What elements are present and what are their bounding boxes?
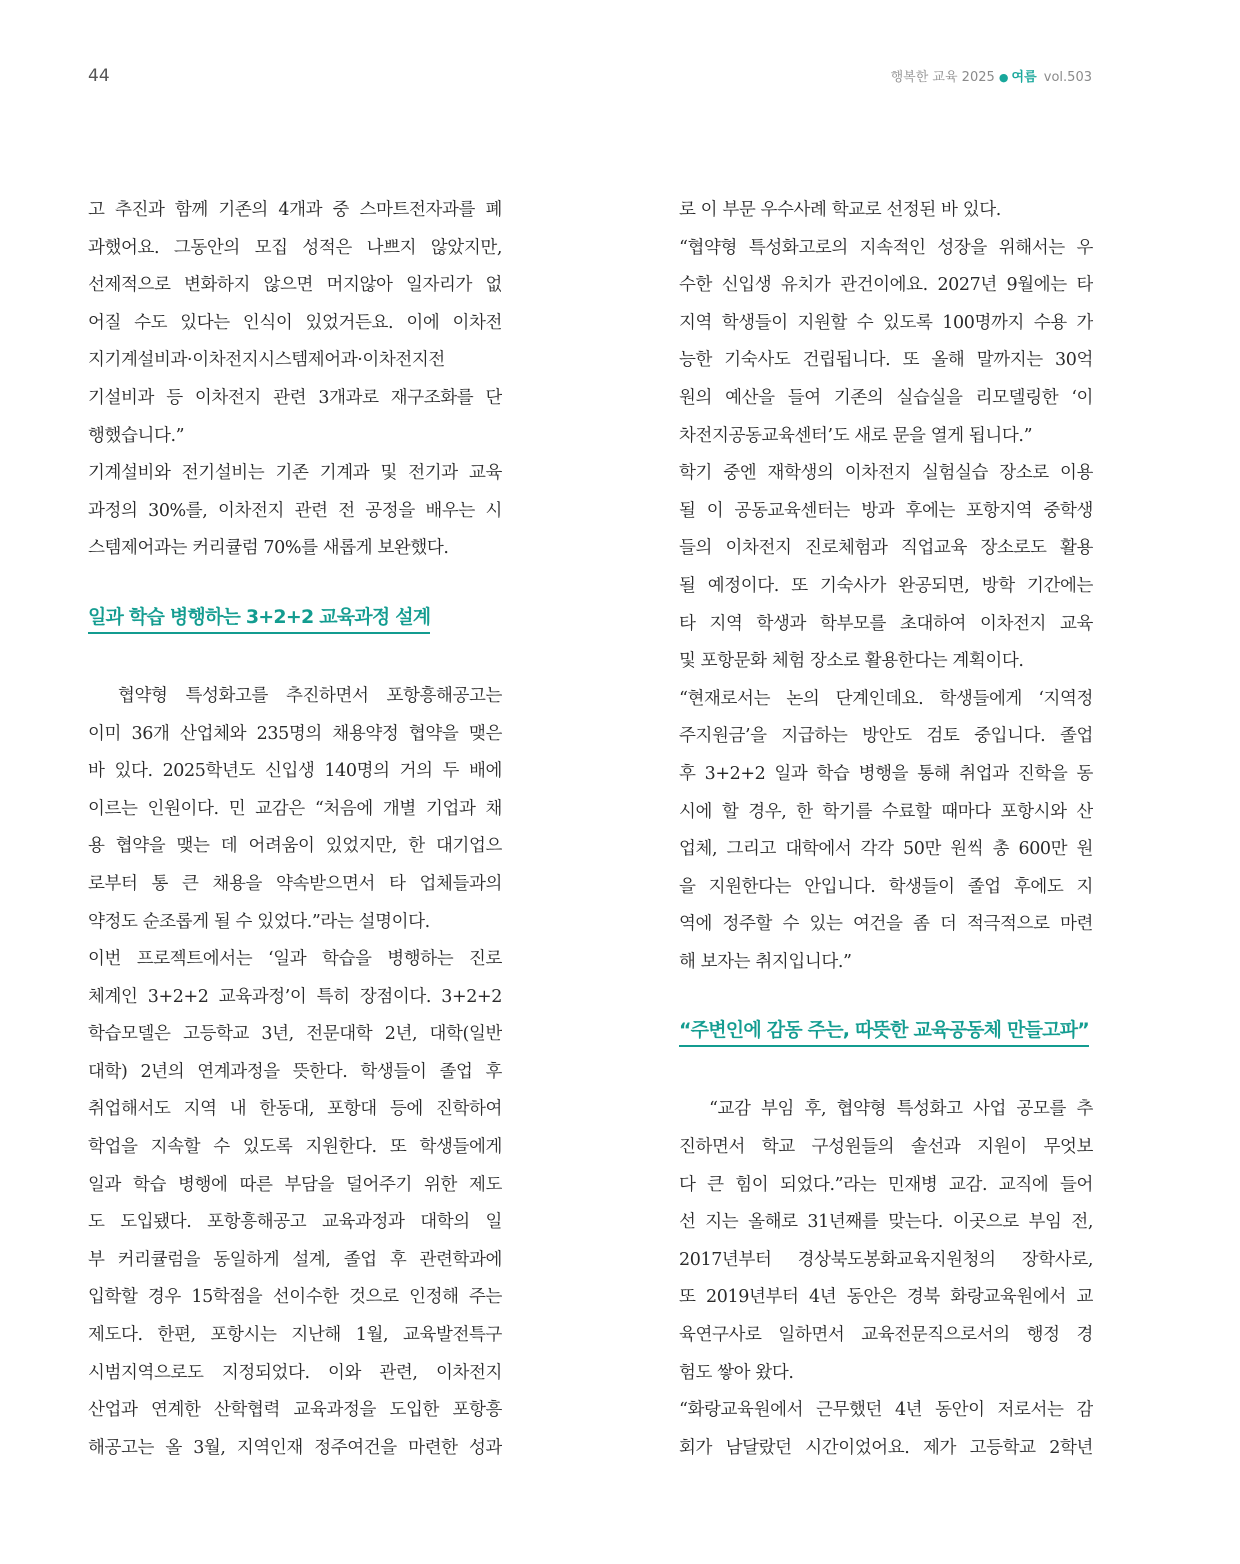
paragraph [679,1091,1093,1392]
right-column [679,192,1093,1467]
text-line: 취업해서도 지역 내 한동대, 포항대 등에 진학하여 [88,1099,502,1120]
text-line: 학업을 지속할 수 있도록 지원한다. 또 학생들에게 [88,1137,502,1158]
paragraph [679,455,1093,681]
section-heading: 일과 학습 병행하는 3+2+2 교육과정 설계 [88,602,430,634]
text-line: 회가 남달랐던 시간이었어요. 제가 고등학교 2학년 [679,1437,1093,1458]
text-line: 협약형 특성화고를 추진하면서 포항흥해공고는 [118,685,502,706]
text-line: 타 지역 학생과 학부모를 초대하여 이차전지 교육 [679,613,1093,634]
text-line: 기계설비와 전기설비는 기존 기계과 및 전기과 교육 [88,463,502,484]
text-line: “현재로서는 논의 단계인데요. 학생들에게 ‘지역정 [679,688,1093,709]
text-line: 대학) 2년의 연계과정을 뜻한다. 학생들이 졸업 후 [88,1061,502,1082]
text-line: 학습모델은 고등학교 3년, 전문대학 2년, 대학(일반 [88,1024,502,1045]
text-line: 후 3+2+2 일과 학습 병행을 통해 취업과 진학을 동 [679,763,1093,784]
text-line: 이번 프로젝트에서는 ‘일과 학습을 병행하는 진로 [88,949,502,970]
text-line: 해 보자는 취지입니다.” [679,951,852,972]
text-line: 차전지공동교육센터’도 새로 문을 열게 됩니다.” [679,425,1033,446]
text-line: 지기계설비과·이차전지시스템제어과·이차전지전 [88,350,445,371]
text-line: 및 포항문화 체험 장소로 활용한다는 계획이다. [679,651,1024,672]
volume-label: vol.503 [1043,70,1092,85]
section-heading: “주변인에 감동 주는, 따뜻한 교육공동체 만들고파” [679,1015,1089,1047]
text-line: 체계인 3+2+2 교육과정’이 특히 장점이다. 3+2+2 [88,986,502,1007]
text-line: 험도 쌓아 왔다. [679,1362,794,1383]
text-line: 로 이 부문 우수사례 학교로 선정된 바 있다. [679,200,1001,220]
text-line: 될 이 공동교육센터는 방과 후에는 포항지역 중학생 [679,500,1093,521]
paragraph [88,455,502,568]
text-line: 시에 할 경우, 한 학기를 수료할 때마다 포항시와 산 [679,801,1093,822]
bullet-icon: ● [998,71,1009,84]
text-line: 과정의 30%를, 이차전지 관련 전 공정을 배우는 시 [88,500,502,521]
text-line: 약정도 순조롭게 될 수 있었다.”라는 설명이다. [88,911,430,932]
text-line: “교감 부임 후, 협약형 특성화고 사업 공모를 추 [709,1099,1093,1120]
paragraph [679,681,1093,982]
text-line: 선 지는 올해로 31년째를 맞는다. 이곳으로 부임 전, [679,1212,1093,1233]
text-line: “협약형 특성화고로의 지속적인 성장을 위해서는 우 [679,237,1093,258]
text-line: 다 큰 힘이 되었다.”라는 민재병 교감. 교직에 들어 [679,1174,1093,1195]
text-line: 들의 이차전지 진로체험과 직업교육 장소로도 활용 [679,538,1093,559]
text-line: 주지원금’을 지급하는 방안도 검토 중입니다. 졸업 [679,726,1093,747]
text-line: 이르는 인원이다. 민 교감은 “처음에 개별 기업과 채 [88,798,502,819]
text-line: 2017년부터 경상북도봉화교육지원청의 장학사로, [679,1249,1093,1270]
text-line: 학기 중엔 재학생의 이차전지 실험실습 장소로 이용 [679,463,1093,484]
text-line: 도 도입됐다. 포항흥해공고 교육과정과 대학의 일 [88,1212,502,1233]
paragraph [679,230,1093,456]
text-line: 이미 36개 산업체와 235명의 채용약정 협약을 맺은 [88,723,502,744]
paragraph [88,678,502,941]
text-line: 용 협약을 맺는 데 어려움이 있었지만, 한 대기업으 [88,836,502,857]
text-line: 또 2019년부터 4년 동안은 경북 화랑교육원에서 교 [679,1287,1093,1308]
text-line: 육연구사로 일하면서 교육전문직으로서의 행정 경 [679,1325,1093,1346]
text-line: 능한 기숙사도 건립됩니다. 또 올해 말까지는 30억 [679,350,1093,371]
text-line: 제도다. 한편, 포항시는 지난해 1월, 교육발전특구 [88,1325,502,1346]
text-line: 진하면서 학교 구성원들의 솔선과 지원이 무엇보 [679,1137,1093,1158]
text-line: 바 있다. 2025학년도 신입생 140명의 거의 두 배에 [88,761,502,782]
text-line: 입학할 경우 15학점을 선이수한 것으로 인정해 주는 [88,1287,502,1308]
season-label: 여름 [1011,70,1037,85]
magazine-title: 행복한 교육 2025 [890,70,995,85]
text-line: 해공고는 올 3월, 지역인재 정주여건을 마련한 성과 [88,1437,502,1458]
text-line: 지역 학생들이 지원할 수 있도록 100명까지 수용 가 [679,312,1093,333]
text-line: 일과 학습 병행에 따른 부담을 덜어주기 위한 제도 [88,1174,502,1195]
text-line: 수한 신입생 유치가 관건이에요. 2027년 9월에는 타 [679,275,1093,296]
text-line: 고 추진과 함께 기존의 4개과 중 스마트전자과를 폐 [88,200,502,220]
paragraph [679,1392,1093,1467]
left-column [88,192,502,1467]
text-line: 기설비과 등 이차전지 관련 3개과로 재구조화를 단 [88,387,502,408]
text-line: 부 커리큘럼을 동일하게 설계, 졸업 후 관련학과에 [88,1249,502,1270]
paragraph [88,192,502,455]
text-line: 업체, 그리고 대학에서 각각 50만 원씩 총 600만 원 [679,839,1093,860]
text-line: 역에 정주할 수 있는 여건을 좀 더 적극적으로 마련 [679,914,1093,935]
text-line: 산업과 연계한 산학협력 교육과정을 도입한 포항흥 [88,1400,502,1421]
text-line: 을 지원한다는 안입니다. 학생들이 졸업 후에도 지 [679,876,1093,897]
page-number: 44 [88,66,110,86]
text-line: 과했어요. 그동안의 모집 성적은 나쁘지 않았지만, [88,237,502,258]
text-line: 로부터 통 큰 채용을 약속받으면서 타 업체들과의 [88,873,502,894]
text-line: 어질 수도 있다는 인식이 있었거든요. 이에 이차전 [88,312,502,333]
text-line: 될 예정이다. 또 기숙사가 완공되면, 방학 기간에는 [679,575,1093,596]
text-line: 행했습니다.” [88,425,185,446]
paragraph [679,192,1093,230]
text-line: 스템제어과는 커리큘럼 70%를 새롭게 보완했다. [88,538,449,559]
paragraph [88,941,502,1467]
text-line: 시범지역으로도 지정되었다. 이와 관련, 이차전지 [88,1362,502,1383]
text-line: “화랑교육원에서 근무했던 4년 동안이 저로서는 감 [679,1400,1093,1421]
text-line: 선제적으로 변화하지 않으면 머지않아 일자리가 없 [88,275,502,296]
text-line: 원의 예산을 들여 기존의 실습실을 리모델링한 ‘이 [679,387,1093,408]
running-header [891,66,1092,85]
